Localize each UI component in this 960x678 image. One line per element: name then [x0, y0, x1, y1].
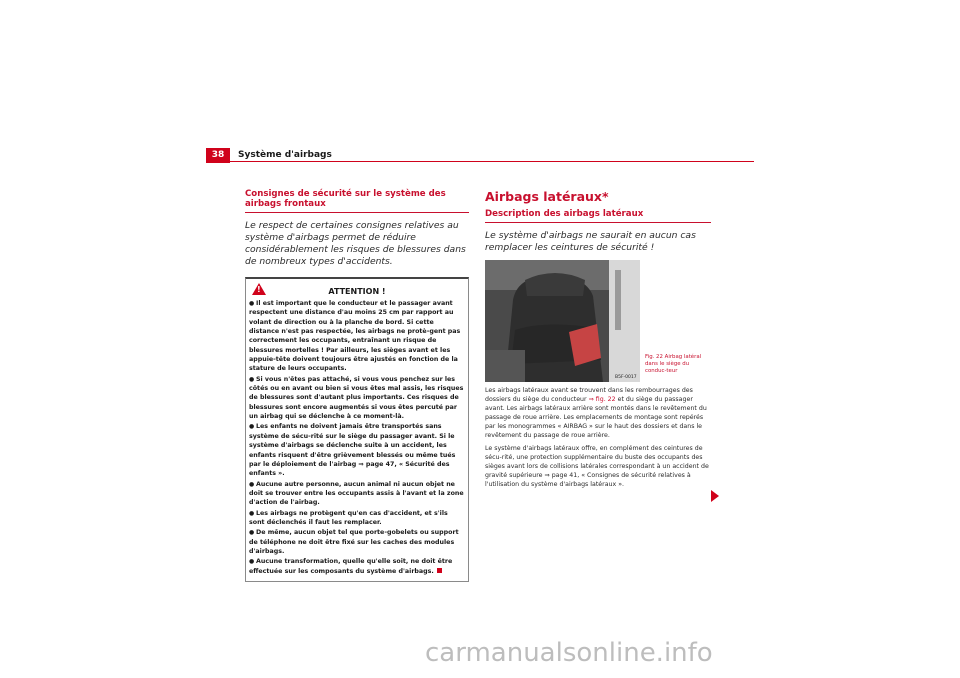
warning-item [249, 528, 464, 556]
paragraph-1-text-cont: et du siège du passager avant. Les airbags latéraux arrière sont montés dans le revêtement du passage de roue arrière. Les emplacements de montage sont repérés par les monogrammes « AIRBAG » sur le haut des dossiers et dans le revêtement du passage de roue arrière. [485, 396, 707, 439]
watermark: carmanualsonline.info [425, 638, 713, 668]
bullet-icon: ● [249, 509, 255, 517]
seat-illustration [485, 260, 640, 382]
bullet-icon: ● [249, 300, 255, 307]
warning-header [246, 279, 468, 299]
header-rule [206, 161, 754, 162]
warning-item [249, 480, 464, 508]
warning-item-text: Les airbags ne protègent qu'en cas d'accident, et s'ils sont déclenchés il faut les remplacer. [249, 509, 448, 526]
warning-item [249, 557, 464, 576]
paragraph-2: Le système d'airbags latéraux offre, en complément des ceintures de sécu-rité, une protection supplémentaire du buste des occupants des sièges avant lors de collisions latérales correspondant à un accident de gravité supérieure ⇒ page 41, « Consignes de sécurité relatives à l'utilisation du système d'airbags latéraux ». [485, 445, 709, 488]
warning-item [249, 375, 464, 422]
bullet-icon: ● [249, 529, 255, 537]
figure-code: B5F-0017 [615, 375, 637, 380]
side-airbag-intro: Le système d'airbags ne saurait en aucun cas remplacer les ceintures de sécurité ! [485, 230, 696, 253]
warning-item [249, 509, 464, 528]
warning-item-text: Les enfants ne doivent jamais être transportés sans système de sécu-rité sur le siège du passager avant. Si le système d'airbags se déclenche suite à un accident, les enfants risquent d'être grièvement blessés ou même tués par le déploiement de l'airbag ⇒ page 47, « Sécurité des enfants ». [249, 423, 456, 478]
figure-link[interactable]: ⇒ fig. 22 [588, 396, 616, 403]
right-column [485, 189, 711, 489]
left-column [245, 189, 469, 582]
warning-list [246, 299, 468, 576]
chapter-title-side-airbags: Airbags latéraux* [485, 189, 609, 204]
end-square-icon [437, 568, 442, 573]
warning-item-text: Il est important que le conducteur et le passager avant respectent une distance d'au moins 25 cm par rapport au volant de direction ou à la planche de bord. Si cette distance n'est pas respectée, les airbags ne protè-gent pas correctement les occupants, entraînant un risque de blessures mortelles ! Par ailleurs, les sièges avant et les appuie-tête doivent toujours être ajustés en fonction de la stature de leurs occupants. [249, 300, 461, 373]
intro-text: Le respect de certaines consignes relatives au système d'airbags permet de réduire considérablement les risques de blessures dans de nombreux types d'accidents. [245, 220, 466, 267]
bullet-icon: ● [249, 480, 255, 488]
bullet-icon: ● [249, 375, 255, 383]
warning-triangle-icon [252, 283, 266, 295]
section-title-side-airbags: Description des airbags latéraux [485, 209, 711, 223]
page-number: 38 [206, 148, 230, 163]
continue-arrow-icon [711, 490, 719, 502]
paragraph-1-text: Les airbags latéraux avant se trouvent dans les rembourrages des dossiers du siège du conducteur [485, 387, 693, 403]
warning-item-text: Si vous n'êtes pas attaché, si vous vous penchez sur les côtés ou en avant ou bien si vous êtes mal assis, les risques de blessures sont d'autant plus importants. Ces risques de blessures sont encore augmentés si vous êtes percuté par un airbag qui se déclenche à ce moment-là. [249, 375, 464, 421]
seat-photo [485, 260, 640, 382]
bullet-icon: ● [249, 423, 255, 431]
section-title-frontal-airbags: Consignes de sécurité sur le système des airbags frontaux [245, 189, 469, 213]
warning-title: ATTENTION ! [328, 287, 386, 296]
paragraph-1 [485, 386, 711, 440]
figure-caption: Fig. 22 Airbag latéral dans le siège du conduc-teur [645, 354, 702, 374]
warning-item-text: Aucune transformation, quelle qu'elle soit, ne doit être effectuée sur les composants du système d'airbags. [249, 558, 453, 575]
figure-row [485, 260, 711, 382]
warning-item-text: Aucune autre personne, aucun animal ni aucun objet ne doit se trouver entre les occupants assis à l'avant et la zone d'action de l'airbag. [249, 480, 464, 507]
warning-box [245, 277, 469, 582]
warning-item-text: De même, aucun objet tel que porte-gobelets ou support de téléphone ne doit être fixé sur les caches des modules d'airbags. [249, 529, 459, 555]
warning-item [249, 422, 464, 478]
warning-item [249, 299, 464, 374]
running-title: Système d'airbags [238, 150, 332, 160]
bullet-icon: ● [249, 558, 255, 566]
